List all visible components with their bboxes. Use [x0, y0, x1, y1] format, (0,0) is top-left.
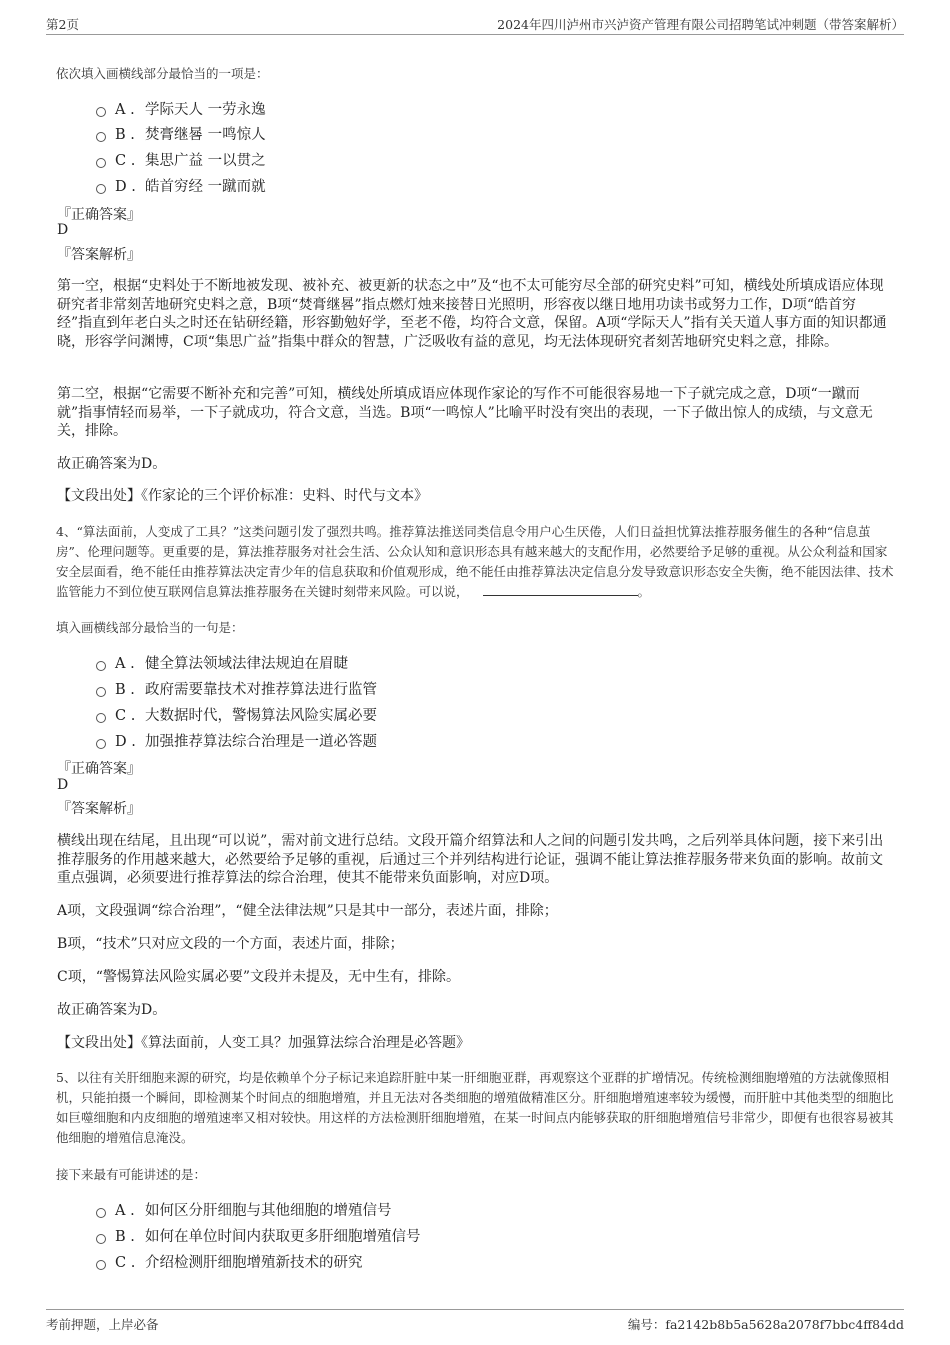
answer-value: D — [57, 222, 69, 238]
q5-option-c[interactable]: C . 介绍检测肝细胞增殖新技术的研究 — [96, 1251, 363, 1271]
q3-option-a[interactable]: A . 学际天人 一劳永逸 — [96, 98, 266, 118]
analysis-paragraph: 横线出现在结尾，且出现“可以说”，需对前文进行总结。文段开篇介绍算法和人之间的问题引发共鸣，之后列举具体问题，接下来引出推荐服务的作用越来越大，必然要给予足够的重视，后通过三个并列结构进行论证，强调不能让算法推荐服务带来负面的影响。故前文重点强调，必须要进行推荐算法的综合治理，使其不能带来负面影响，对应D项。 — [57, 833, 884, 886]
analysis-conclusion: 故正确答案为D。 — [57, 456, 167, 472]
radio-icon[interactable] — [96, 132, 106, 142]
answer-label: 『正确答案』 — [57, 761, 141, 777]
fill-blank — [483, 583, 638, 596]
radio-icon[interactable] — [96, 687, 106, 697]
q4-option-a[interactable]: A . 健全算法领域法律法规迫在眉睫 — [96, 652, 348, 672]
analysis-paragraph: B项，“技术”只对应文段的一个方面，表述片面，排除； — [57, 936, 404, 952]
q3-option-b[interactable]: B . 焚膏继晷 一鸣惊人 — [96, 123, 266, 143]
radio-icon[interactable] — [96, 1260, 106, 1270]
q4-option-d[interactable]: D . 加强推荐算法综合治理是一道必答题 — [96, 730, 377, 750]
q5-option-a[interactable]: A . 如何区分肝细胞与其他细胞的增殖信号 — [96, 1199, 392, 1219]
q4-option-b[interactable]: B . 政府需要靠技术对推荐算法进行监管 — [96, 678, 377, 698]
radio-icon[interactable] — [96, 158, 106, 168]
radio-icon[interactable] — [96, 739, 106, 749]
source-citation: 【文段出处】《算法面前，人变工具？加强算法综合治理是必答题》 — [57, 1035, 470, 1051]
answer-label: 『正确答案』 — [57, 207, 141, 223]
analysis-paragraph: 第一空，根据“史料处于不断地被发现、被补充、被更新的状态之中”及“也不太可能穷尽全部的研究史料”可知，横线处所填成语应体现研究者非常刻苦地研究史料之意，B项“焚膏继晷”指点燃灯烛来接替日光照明，形容夜以继日地用功读书或努力工作，D项“皓首穷经”指直到年老白头之时还在钻研经籍，形容勤勉好学，至老不倦，均符合文意，保留。A项“学际天人”指有关天道人事方面的知识都通晓，形容学问渊博，C项“集思广益”指集中群众的智慧，广泛吸收有益的意见，均无法体现研究者刻苦地研究史料之意，排除。 — [57, 278, 887, 350]
radio-icon[interactable] — [96, 661, 106, 671]
question-3-prompt: 依次填入画横线部分最恰当的一项是： — [56, 66, 269, 81]
radio-icon[interactable] — [96, 713, 106, 723]
q3-option-c[interactable]: C . 集思广益 一以贯之 — [96, 149, 266, 169]
q3-option-d[interactable]: D . 皓首穷经 一蹴而就 — [96, 175, 266, 195]
radio-icon[interactable] — [96, 1234, 106, 1244]
radio-icon[interactable] — [96, 184, 106, 194]
document-title: 2024年四川泸州市兴泸资产管理有限公司招聘笔试冲刺题（带答案解析） — [497, 17, 904, 32]
footer-slogan: 考前押题，上岸必备 — [46, 1317, 159, 1332]
analysis-paragraph: C项，“警惕算法风险实属必要”文段并未提及，无中生有，排除。 — [57, 969, 461, 985]
question-5-text: 5、以往有关肝细胞来源的研究，均是依赖单个分子标记来追踪肝脏中某一肝细胞亚群，再观察这个亚群的扩增情况。传统检测细胞增殖的方法就像照相机，只能拍摄一个瞬间，即检测某个时间点的细胞增殖，并且无法对各类细胞的增殖做精准区分。肝细胞增殖速率较为缓慢，而肝脏中其他类型的细胞比如巨噬细胞和内皮细胞的增殖速率又相对较快。用这样的方法检测肝细胞增殖，在某一时间点内能够获取的肝细胞增殖信号非常少，即便有也很容易被其他细胞的增殖信息淹没。 — [56, 1070, 894, 1145]
document-id: 编号：fa2142b8b5a5628a2078f7bbc4ff84dd — [627, 1317, 904, 1332]
analysis-label: 『答案解析』 — [57, 247, 141, 263]
q5-option-b[interactable]: B . 如何在单位时间内获取更多肝细胞增殖信号 — [96, 1225, 421, 1245]
page-header — [46, 14, 904, 35]
answer-value: D — [57, 777, 69, 793]
radio-icon[interactable] — [96, 107, 106, 117]
source-citation: 【文段出处】《作家论的三个评价标准：史料、时代与文本》 — [57, 488, 428, 504]
analysis-label: 『答案解析』 — [57, 801, 141, 817]
radio-icon[interactable] — [96, 1208, 106, 1218]
analysis-conclusion: 故正确答案为D。 — [57, 1002, 167, 1018]
q4-option-c[interactable]: C . 大数据时代，警惕算法风险实属必要 — [96, 704, 377, 724]
analysis-paragraph: A项，文段强调“综合治理”，“健全法律法规”只是其中一部分，表述片面，排除； — [57, 903, 558, 919]
question-4-prompt: 填入画横线部分最恰当的一句是： — [56, 620, 244, 635]
question-5-prompt: 接下来最有可能讲述的是： — [56, 1167, 207, 1182]
analysis-paragraph: 第二空，根据“它需要不断补充和完善”可知，横线处所填成语应体现作家论的写作不可能很容易地一下子就完成之意，D项“一蹴而就”指事情轻而易举，一下子就成功，符合文意，当选。B项“一鸣惊人”比喻平时没有突出的表现，一下子做出惊人的成绩，与文意无关，排除。 — [57, 386, 873, 439]
page-footer — [46, 1309, 904, 1334]
question-4-text: 4、“算法面前，人变成了工具？”这类问题引发了强烈共鸣。推荐算法推送同类信息令用户心生厌倦，人们日益担忧算法推荐服务催生的各种“信息茧房”、伦理问题等。更重要的是，算法推荐服务对社会生活、公众认知和意识形态具有越来越大的支配作用，必然要给予足够的重视。从公众利益和国家安全层面看，绝不能任由推荐算法决定青少年的信息获取和价值观形成，绝不能任由推荐算法决定信息分发导致意识形态安全失衡，绝不能因法律、技术监管能力不到位使互联网信息算法推荐服务在关键时刻带来风险。可以说， 。 — [56, 524, 894, 599]
page-number: 第2页 — [46, 17, 79, 32]
